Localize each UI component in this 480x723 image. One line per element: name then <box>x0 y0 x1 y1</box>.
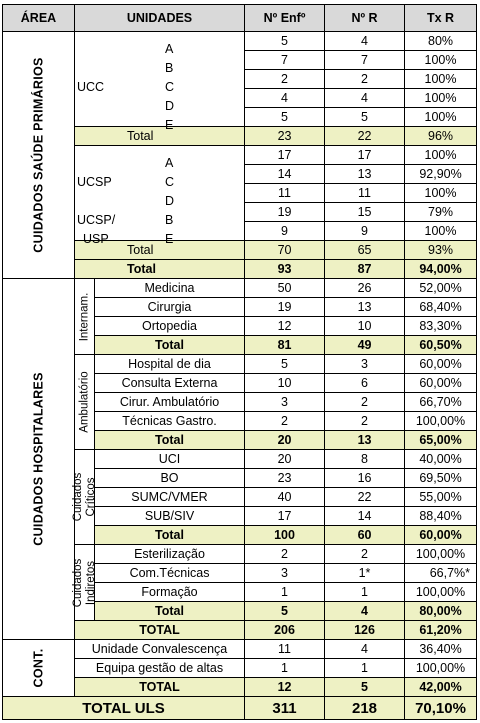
enf-cell: 20 <box>245 431 325 450</box>
unit-cell: Hospital de dia <box>95 355 245 374</box>
area-total-label: Total <box>75 260 245 279</box>
r-cell: 2 <box>325 393 405 412</box>
enf-cell: 12 <box>245 317 325 336</box>
r-cell: 5 <box>325 108 405 127</box>
header-n-r: Nº R <box>325 5 405 32</box>
enf-cell: 9 <box>245 222 325 241</box>
r-cell: 13 <box>325 298 405 317</box>
unit-cell <box>75 222 245 246</box>
tx-cell: 88,40% <box>405 507 477 526</box>
enf-cell: 19 <box>245 298 325 317</box>
enf-cell: 12 <box>245 678 325 697</box>
r-cell: 10 <box>325 317 405 336</box>
r-cell: 4 <box>325 32 405 51</box>
table-row <box>3 89 477 108</box>
enf-cell: 5 <box>245 355 325 374</box>
enf-cell: 5 <box>245 602 325 621</box>
enf-cell: 17 <box>245 146 325 165</box>
unit-label: C <box>165 175 175 189</box>
unit-cell: Com.Técnicas <box>95 564 245 583</box>
area-primarios-label: CUIDADOS SAÚDE PRIMÁRIOS <box>31 57 45 253</box>
enf-cell: 23 <box>245 127 325 146</box>
unit-cell <box>75 70 245 94</box>
enf-cell: 5 <box>245 108 325 127</box>
enf-cell: 20 <box>245 450 325 469</box>
r-cell: 4 <box>325 89 405 108</box>
enf-cell: 4 <box>245 89 325 108</box>
unit-cell <box>75 165 245 189</box>
group-criticos <box>71 450 97 545</box>
r-cell: 60 <box>325 526 405 545</box>
area-cont <box>3 640 75 697</box>
table-row <box>3 279 477 298</box>
unit-label: D <box>165 99 175 113</box>
r-cell: 13 <box>325 431 405 450</box>
enf-cell: 1 <box>245 583 325 602</box>
unit-cell: Unidade Convalescença <box>75 640 245 659</box>
tx-cell: 100% <box>405 184 477 203</box>
r-cell: 2 <box>325 545 405 564</box>
enf-cell: 3 <box>245 393 325 412</box>
tx-cell: 70,10% <box>405 697 477 720</box>
enf-cell: 23 <box>245 469 325 488</box>
unit-label: E <box>165 231 174 246</box>
subtotal-label: Total <box>95 431 245 450</box>
group-ucsp-usp: UCSP/ <box>77 213 116 227</box>
unit-cell: Cirur. Ambulatório <box>95 393 245 412</box>
group-internam <box>75 279 95 355</box>
r-cell: 9 <box>325 222 405 241</box>
tx-cell: 100% <box>405 70 477 89</box>
header-area: ÁREA <box>3 5 75 32</box>
grand-total-row <box>3 697 477 720</box>
r-cell: 1 <box>325 583 405 602</box>
tx-cell: 94,00% <box>405 260 477 279</box>
group-indiretos-line1: Cuidados <box>71 558 84 607</box>
tx-cell: 100,00% <box>405 412 477 431</box>
table-row <box>3 203 477 222</box>
subtotal-label: Total <box>95 526 245 545</box>
table-row <box>3 165 477 184</box>
tx-cell: 68,40% <box>405 298 477 317</box>
enf-cell: 40 <box>245 488 325 507</box>
unit-cell <box>75 146 245 171</box>
r-cell: 16 <box>325 469 405 488</box>
r-cell: 65 <box>325 241 405 260</box>
tx-cell: 80% <box>405 32 477 51</box>
unit-cell: Consulta Externa <box>95 374 245 393</box>
tx-cell: 60,00% <box>405 374 477 393</box>
unit-cell <box>75 51 245 75</box>
tx-cell: 100,00% <box>405 545 477 564</box>
r-cell: 126 <box>325 621 405 640</box>
r-cell: 5 <box>325 678 405 697</box>
table-row <box>3 51 477 70</box>
tx-cell: 80,00% <box>405 602 477 621</box>
group-criticos-label <box>72 473 98 522</box>
table-row <box>3 70 477 89</box>
enf-cell: 2 <box>245 545 325 564</box>
enf-cell: 17 <box>245 507 325 526</box>
r-cell: 87 <box>325 260 405 279</box>
tx-cell: 100% <box>405 146 477 165</box>
unit-cell <box>75 89 245 113</box>
r-cell: 7 <box>325 51 405 70</box>
tx-cell: 42,00% <box>405 678 477 697</box>
tx-cell: 36,40% <box>405 640 477 659</box>
tx-cell: 96% <box>405 127 477 146</box>
tx-cell: 79% <box>405 203 477 222</box>
r-cell: 3 <box>325 355 405 374</box>
unit-cell: Ortopedia <box>95 317 245 336</box>
group-ucsp: UCSP <box>77 175 112 189</box>
group-criticos-line2: Críticos <box>84 477 97 517</box>
enf-cell: 7 <box>245 51 325 70</box>
table-row <box>3 222 477 241</box>
enf-cell: 81 <box>245 336 325 355</box>
r-cell: 2 <box>325 70 405 89</box>
unit-label: A <box>165 42 174 57</box>
unit-label: E <box>165 117 174 132</box>
r-cell: 11 <box>325 184 405 203</box>
tx-cell: 100% <box>405 51 477 70</box>
enf-cell: 3 <box>245 564 325 583</box>
table-row <box>3 545 477 564</box>
unit-cell <box>75 32 245 57</box>
grand-total-label: TOTAL ULS <box>3 697 245 720</box>
header-n-enf: Nº Enfº <box>245 5 325 32</box>
tx-cell: 60,00% <box>405 526 477 545</box>
unit-label: A <box>165 156 174 171</box>
r-cell: 6 <box>325 374 405 393</box>
enf-cell: 2 <box>245 70 325 89</box>
table-header-row <box>3 5 477 32</box>
unit-cell: SUMC/VMER <box>95 488 245 507</box>
r-cell: 13 <box>325 165 405 184</box>
tx-cell: 60,50% <box>405 336 477 355</box>
unit-cell: Cirurgia <box>95 298 245 317</box>
area-total-label: TOTAL <box>75 621 245 640</box>
group-indiretos-label <box>72 558 98 607</box>
area-cont-label: CONT. <box>31 648 45 688</box>
tx-cell: 66,70% <box>405 393 477 412</box>
tx-cell: 100,00% <box>405 659 477 678</box>
tx-cell: 61,20% <box>405 621 477 640</box>
tx-cell: 55,00% <box>405 488 477 507</box>
r-cell: 26 <box>325 279 405 298</box>
nursing-units-table <box>2 4 477 720</box>
unit-cell: BO <box>95 469 245 488</box>
r-cell: 1 <box>325 659 405 678</box>
unit-cell: Medicina <box>95 279 245 298</box>
r-cell: 4 <box>325 640 405 659</box>
table-row <box>3 640 477 659</box>
r-cell: 8 <box>325 450 405 469</box>
tx-cell: 40,00% <box>405 450 477 469</box>
group-ambulatorio <box>75 355 95 450</box>
tx-cell: 100% <box>405 222 477 241</box>
table-row <box>3 146 477 165</box>
tx-cell: 60,00% <box>405 355 477 374</box>
header-tx-r: Tx R <box>405 5 477 32</box>
group-ucsp-usp-2: USP <box>83 231 109 246</box>
unit-cell <box>75 108 245 132</box>
enf-cell: 93 <box>245 260 325 279</box>
unit-label: B <box>165 213 174 227</box>
r-cell: 49 <box>325 336 405 355</box>
area-primarios <box>3 32 75 279</box>
tx-cell: 92,90% <box>405 165 477 184</box>
enf-cell: 10 <box>245 374 325 393</box>
header-unidades: UNIDADES <box>75 5 245 32</box>
subtotal-label: Total <box>75 241 245 260</box>
r-cell: 4 <box>325 602 405 621</box>
tx-cell: 69,50% <box>405 469 477 488</box>
group-ambulatorio-label: Ambulatório <box>78 371 90 433</box>
unit-cell: Equipa gestão de altas <box>75 659 245 678</box>
enf-cell: 206 <box>245 621 325 640</box>
tx-cell: 100% <box>405 89 477 108</box>
group-ucc: UCC <box>77 80 105 94</box>
enf-cell: 1 <box>245 659 325 678</box>
enf-cell: 5 <box>245 32 325 51</box>
unit-cell <box>75 203 245 227</box>
r-cell: 22 <box>325 127 405 146</box>
enf-cell: 19 <box>245 203 325 222</box>
table-row <box>3 108 477 127</box>
r-cell: 17 <box>325 146 405 165</box>
subtotal-label: Total <box>95 602 245 621</box>
area-hospitalares <box>3 279 75 640</box>
area-hospitalares-label: CUIDADOS HOSPITALARES <box>31 372 45 546</box>
area-total-label: TOTAL <box>75 678 245 697</box>
enf-cell: 70 <box>245 241 325 260</box>
group-indiretos-line2: Indiretos <box>84 560 97 605</box>
enf-cell: 50 <box>245 279 325 298</box>
tx-cell: 66,7%* <box>405 564 477 583</box>
group-criticos-line1: Cuidados <box>71 472 84 522</box>
table-row <box>3 450 477 469</box>
enf-cell: 11 <box>245 640 325 659</box>
table-row <box>3 32 477 51</box>
table-row <box>3 355 477 374</box>
r-cell: 1* <box>325 564 405 583</box>
tx-cell: 65,00% <box>405 431 477 450</box>
enf-cell: 2 <box>245 412 325 431</box>
unit-label: B <box>165 61 174 75</box>
tx-cell: 83,30% <box>405 317 477 336</box>
r-cell: 15 <box>325 203 405 222</box>
r-cell: 14 <box>325 507 405 526</box>
enf-cell: 11 <box>245 184 325 203</box>
group-indiretos <box>71 545 97 621</box>
unit-cell: Formação <box>95 583 245 602</box>
enf-cell: 100 <box>245 526 325 545</box>
subtotal-label: Total <box>75 127 245 146</box>
unit-cell: Técnicas Gastro. <box>95 412 245 431</box>
unit-cell: UCI <box>95 450 245 469</box>
tx-cell: 52,00% <box>405 279 477 298</box>
tx-cell: 100,00% <box>405 583 477 602</box>
r-cell: 218 <box>325 697 405 720</box>
enf-cell: 14 <box>245 165 325 184</box>
group-internam-label: Internam. <box>78 292 90 341</box>
unit-cell: SUB/SIV <box>95 507 245 526</box>
tx-cell: 93% <box>405 241 477 260</box>
r-cell: 22 <box>325 488 405 507</box>
unit-cell: Esterilização <box>95 545 245 564</box>
table-row <box>3 184 477 203</box>
unit-label: D <box>165 194 175 208</box>
subtotal-label: Total <box>95 336 245 355</box>
tx-cell: 100% <box>405 108 477 127</box>
unit-cell <box>75 184 245 208</box>
r-cell: 2 <box>325 412 405 431</box>
unit-label: C <box>165 80 175 94</box>
enf-cell: 311 <box>245 697 325 720</box>
